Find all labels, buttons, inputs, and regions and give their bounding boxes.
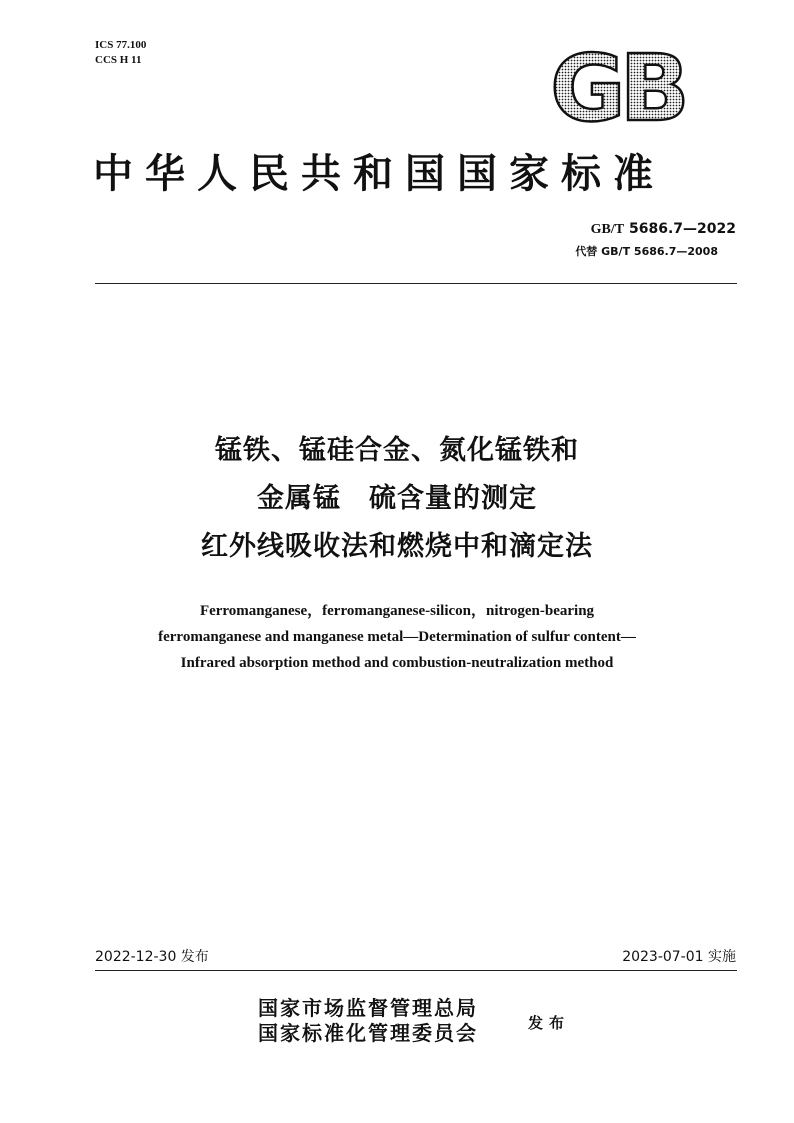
- gb-logo-letters: GB: [550, 44, 684, 126]
- replaces-label: 代替 GB/T: [575, 245, 631, 258]
- title-cn-line-1: 锰铁、锰硅合金、氮化锰铁和: [215, 435, 579, 466]
- ics-code: ICS 77.100: [95, 39, 147, 51]
- standard-number: [591, 220, 736, 239]
- implement-date: 2023-07-01 实施: [622, 949, 736, 965]
- title-en-line-1: Ferromanganese，ferromanganese-silicon，nitrogen-bearing: [199, 603, 595, 619]
- title-en-line-2: ferromanganese and manganese metal—Determination of sulfur content—: [158, 629, 636, 645]
- issuer-sac: 国家标准化管理委员会: [258, 1021, 478, 1045]
- publish-label: 发布: [528, 1014, 571, 1032]
- header-divider: [95, 283, 737, 284]
- issue-date: 2022-12-30 发布: [95, 949, 209, 965]
- footer-divider: [95, 970, 737, 971]
- standard-code: 5686.7—2022: [629, 221, 736, 237]
- classification-codes: [95, 38, 146, 68]
- issuer-samr: 国家市场监督管理总局: [258, 996, 478, 1020]
- ccs-code: CCS H 11: [95, 54, 142, 66]
- replaces-standard: [575, 245, 718, 259]
- national-standard-title: 中华人民共和国国家标准: [93, 150, 665, 197]
- title-en-line-3: Infrared absorption method and combustion-neutralization method: [180, 655, 614, 671]
- standard-prefix: GB/T: [590, 222, 625, 237]
- title-cn-line-3: 红外线吸收法和燃烧中和滴定法: [201, 531, 593, 562]
- issuing-authorities: [258, 996, 478, 1046]
- gb-logo: [537, 44, 697, 126]
- title-cn-line-2: 金属锰 硫含量的测定: [257, 483, 537, 514]
- replaces-code: 5686.7—2008: [633, 245, 718, 258]
